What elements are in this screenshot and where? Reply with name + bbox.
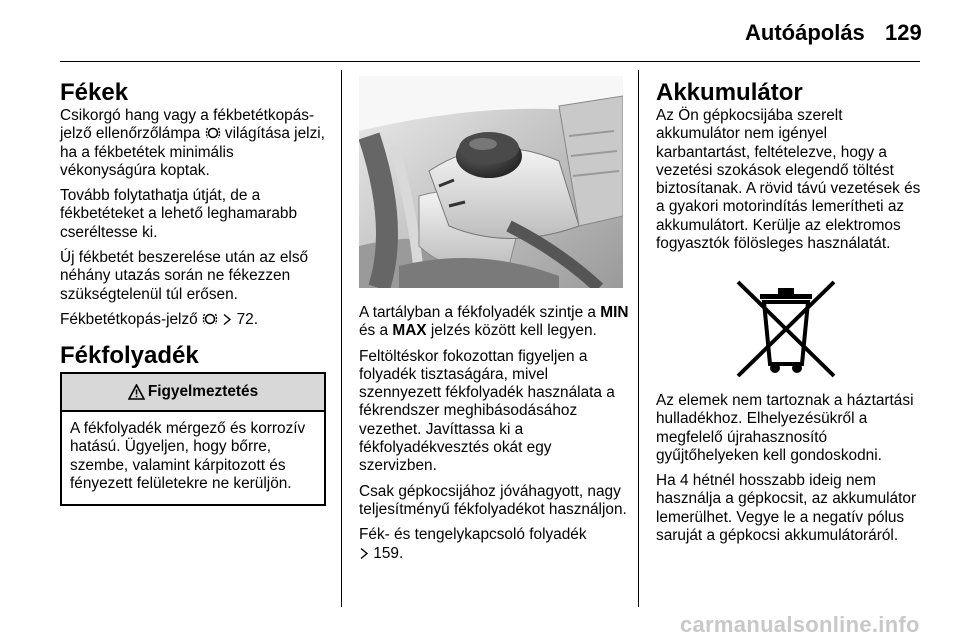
battery-paragraph-2: Az elemek nem tartoznak a háztartási hulladékhoz. Elhelyezésükről a megfelelő újrahasznosító gyűjtőhelyeken kell gondoskodni. <box>656 392 914 464</box>
warning-text: A fékfolyadék mérgező és korrozív hatású. Ügyeljen, hogy bőrre, szembe, valamint kárpitozott és fényezett felületekre ne kerüljön. <box>70 420 306 492</box>
warning-header <box>62 374 324 412</box>
brakes-paragraph-2: Tovább folytathatja útját, de a fékbetéteket a lehető leghamarabb cseréltesse ki. <box>60 187 298 241</box>
column-brakes <box>60 79 330 370</box>
column-battery <box>656 79 924 260</box>
page-number: 129 <box>885 20 922 45</box>
heading-battery: Akkumulátor <box>656 79 803 106</box>
fluid-p4-page-ref[interactable]: 159. <box>373 544 404 562</box>
brakes-paragraph-4 <box>60 311 330 329</box>
heading-brakes: Fékek <box>60 79 129 106</box>
brakes-p4-text: Fékbetétkopás-jelző <box>60 310 198 328</box>
brakes-p1-text-a: Csikorgó hang vagy a fékbetétkopás-jelző ellenőrzőlámpa <box>60 107 315 143</box>
battery-paragraph-1: Az Ön gépkocsijába szerelt akkumulátor nem igényel karbantartást, feltételezve, hogy a vezetési szokások elegendő töltést biztosítanak. A rövid távú vezetések és a gyakori motorindítás lemerítheti az akkumulátort. Kerülje az elektromos fogyasztók fölösleges használatát. <box>656 107 921 253</box>
brake-fluid-reservoir-photo <box>359 76 623 288</box>
brakes-p4-page-ref[interactable]: 72. <box>236 310 258 328</box>
fluid-paragraph-1 <box>359 304 629 341</box>
page-reference-arrow-icon <box>359 547 369 560</box>
column-brake-fluid <box>359 304 629 570</box>
footer-watermark: carmanualsonline.info <box>680 612 920 637</box>
fluid-p4-text: Fék- és tengelykapcsoló folyadék <box>359 526 587 544</box>
max-marker-label: MAX <box>392 322 427 340</box>
brakes-paragraph-3: Új fékbetét beszerelése után az első néhány utazás során ne fékezzen szükségtelenül túl erősen. <box>60 249 309 303</box>
column-divider-right <box>638 70 639 607</box>
fluid-p1-text-a: A tartályban a fékfolyadék szintje a <box>359 304 596 321</box>
brake-wear-indicator-icon <box>202 312 218 326</box>
warning-triangle-icon <box>128 384 145 400</box>
header-title: Autóápolás <box>745 20 865 45</box>
warning-title: Figyelmeztetés <box>147 383 259 400</box>
heading-brake-fluid: Fékfolyadék <box>60 342 199 370</box>
column-divider-left <box>341 70 342 607</box>
battery-paragraph-3: Ha 4 hétnél hosszabb ideig nem használja a gépkocsit, az akkumulátor lemerülhet. Vegye le a negatív pólus saruját a gépkocsi akkumulátoráról. <box>656 472 917 545</box>
fluid-paragraph-2: Feltöltéskor fokozottan figyeljen a folyadék tisztaságára, mivel szennyezett fékfolyadék használata a fékrendszer meghibásodásához vezethet. Javíttassa ki a fékfolyadékvesztés okát egy szervizben. <box>359 347 615 475</box>
brakes-paragraph-1 <box>60 107 330 180</box>
min-marker-label: MIN <box>600 304 629 321</box>
fluid-paragraph-4 <box>359 526 629 563</box>
column-battery-lower <box>656 392 924 552</box>
brake-wear-warning-icon <box>205 126 221 140</box>
crossed-out-bin-icon <box>730 276 842 380</box>
fluid-p1-text-b: és a <box>359 322 389 340</box>
fluid-paragraph-3: Csak gépkocsijához jóváhagyott, nagy teljesítményű fékfolyadékot használjon. <box>359 482 627 518</box>
header-rule <box>60 61 920 62</box>
fluid-p1-text-c: jelzés között kell legyen. <box>430 322 597 340</box>
brakes-p1-text-b: világítása jelzi, ha a fékbetétek minimális vékonyságúra koptak. <box>60 125 325 179</box>
page-reference-arrow-icon <box>222 313 232 326</box>
warning-box <box>60 372 326 506</box>
